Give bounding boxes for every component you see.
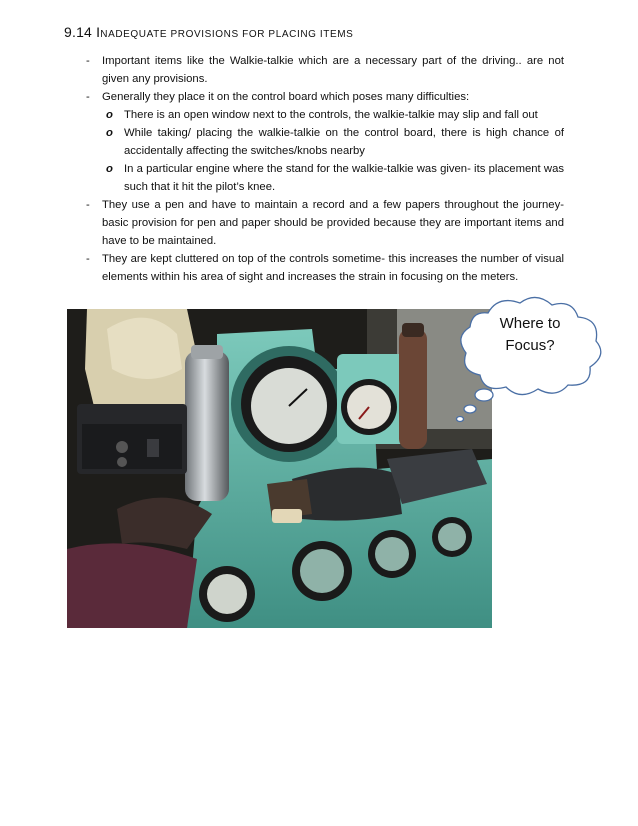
sub-marker: o <box>106 109 113 121</box>
lower-gauge-face <box>300 549 344 593</box>
sub-bullet-text: While taking/ placing the walkie-talkie on the control board, there is high chance of accidentally affecting the switches/knobs nearby <box>124 127 564 157</box>
thought-bubble-text <box>470 313 590 357</box>
radio-front <box>82 424 182 469</box>
section-heading <box>64 24 353 40</box>
dash-marker: - <box>86 91 90 103</box>
thought-dot-medium <box>464 405 476 413</box>
section-number: 9.14 <box>64 24 93 40</box>
sub-list-item <box>86 124 564 160</box>
sub-marker: o <box>106 163 113 175</box>
thought-dot-large <box>475 389 493 401</box>
sub-list-item <box>86 106 564 124</box>
dash-marker: - <box>86 55 90 67</box>
radio-jack <box>147 439 159 457</box>
lower-gauge-face <box>375 537 409 571</box>
dash-marker: - <box>86 199 90 211</box>
dash-marker: - <box>86 253 90 265</box>
sub-marker: o <box>106 127 113 139</box>
list-item <box>86 196 564 250</box>
radio-knob <box>117 457 127 467</box>
steel-flask <box>185 351 229 501</box>
eraser <box>272 509 302 523</box>
control-desk-illustration <box>67 309 492 628</box>
radio-knob <box>116 441 128 453</box>
thought-line-1: Where to <box>499 315 561 332</box>
list-item <box>86 52 564 88</box>
sub-list-item <box>86 160 564 196</box>
control-desk-photo <box>67 309 492 628</box>
thought-line-2: Focus? <box>505 337 555 354</box>
bullet-text: Important items like the Walkie-talkie which are a necessary part of the driving.. are not given any provisions. <box>102 55 564 85</box>
lower-gauge-face <box>207 574 247 614</box>
steel-flask-cap <box>191 345 223 359</box>
section-title-rest: NADEQUATE PROVISIONS FOR PLACING ITEMS <box>100 29 354 40</box>
list-item <box>86 88 564 106</box>
sub-bullet-text: There is an open window next to the controls, the walkie-talkie may slip and fall out <box>124 109 538 121</box>
bullet-text: Generally they place it on the control board which poses many difficulties: <box>102 91 470 103</box>
copper-bottle <box>399 329 427 449</box>
section-title-initial: I <box>96 24 101 40</box>
sub-bullet-text: In a particular engine where the stand for the walkie-talkie was given- its placement was such that it hit the pilot’s knee. <box>124 163 564 193</box>
lower-gauge-face <box>438 523 466 551</box>
list-item <box>86 250 564 286</box>
bullet-text: They use a pen and have to maintain a record and a few papers throughout the journey- basic provision for pen and paper should be provided because they are important items and have to be maintained. <box>102 199 564 247</box>
bullet-text: They are kept cluttered on top of the controls sometime- this increases the number of visual elements within his area of sight and increases the strain in focusing on the meters. <box>102 253 564 283</box>
bullet-list <box>86 52 564 286</box>
copper-bottle-cap <box>402 323 424 337</box>
thought-dot-small <box>457 417 464 422</box>
maroon-cloth <box>67 543 197 628</box>
